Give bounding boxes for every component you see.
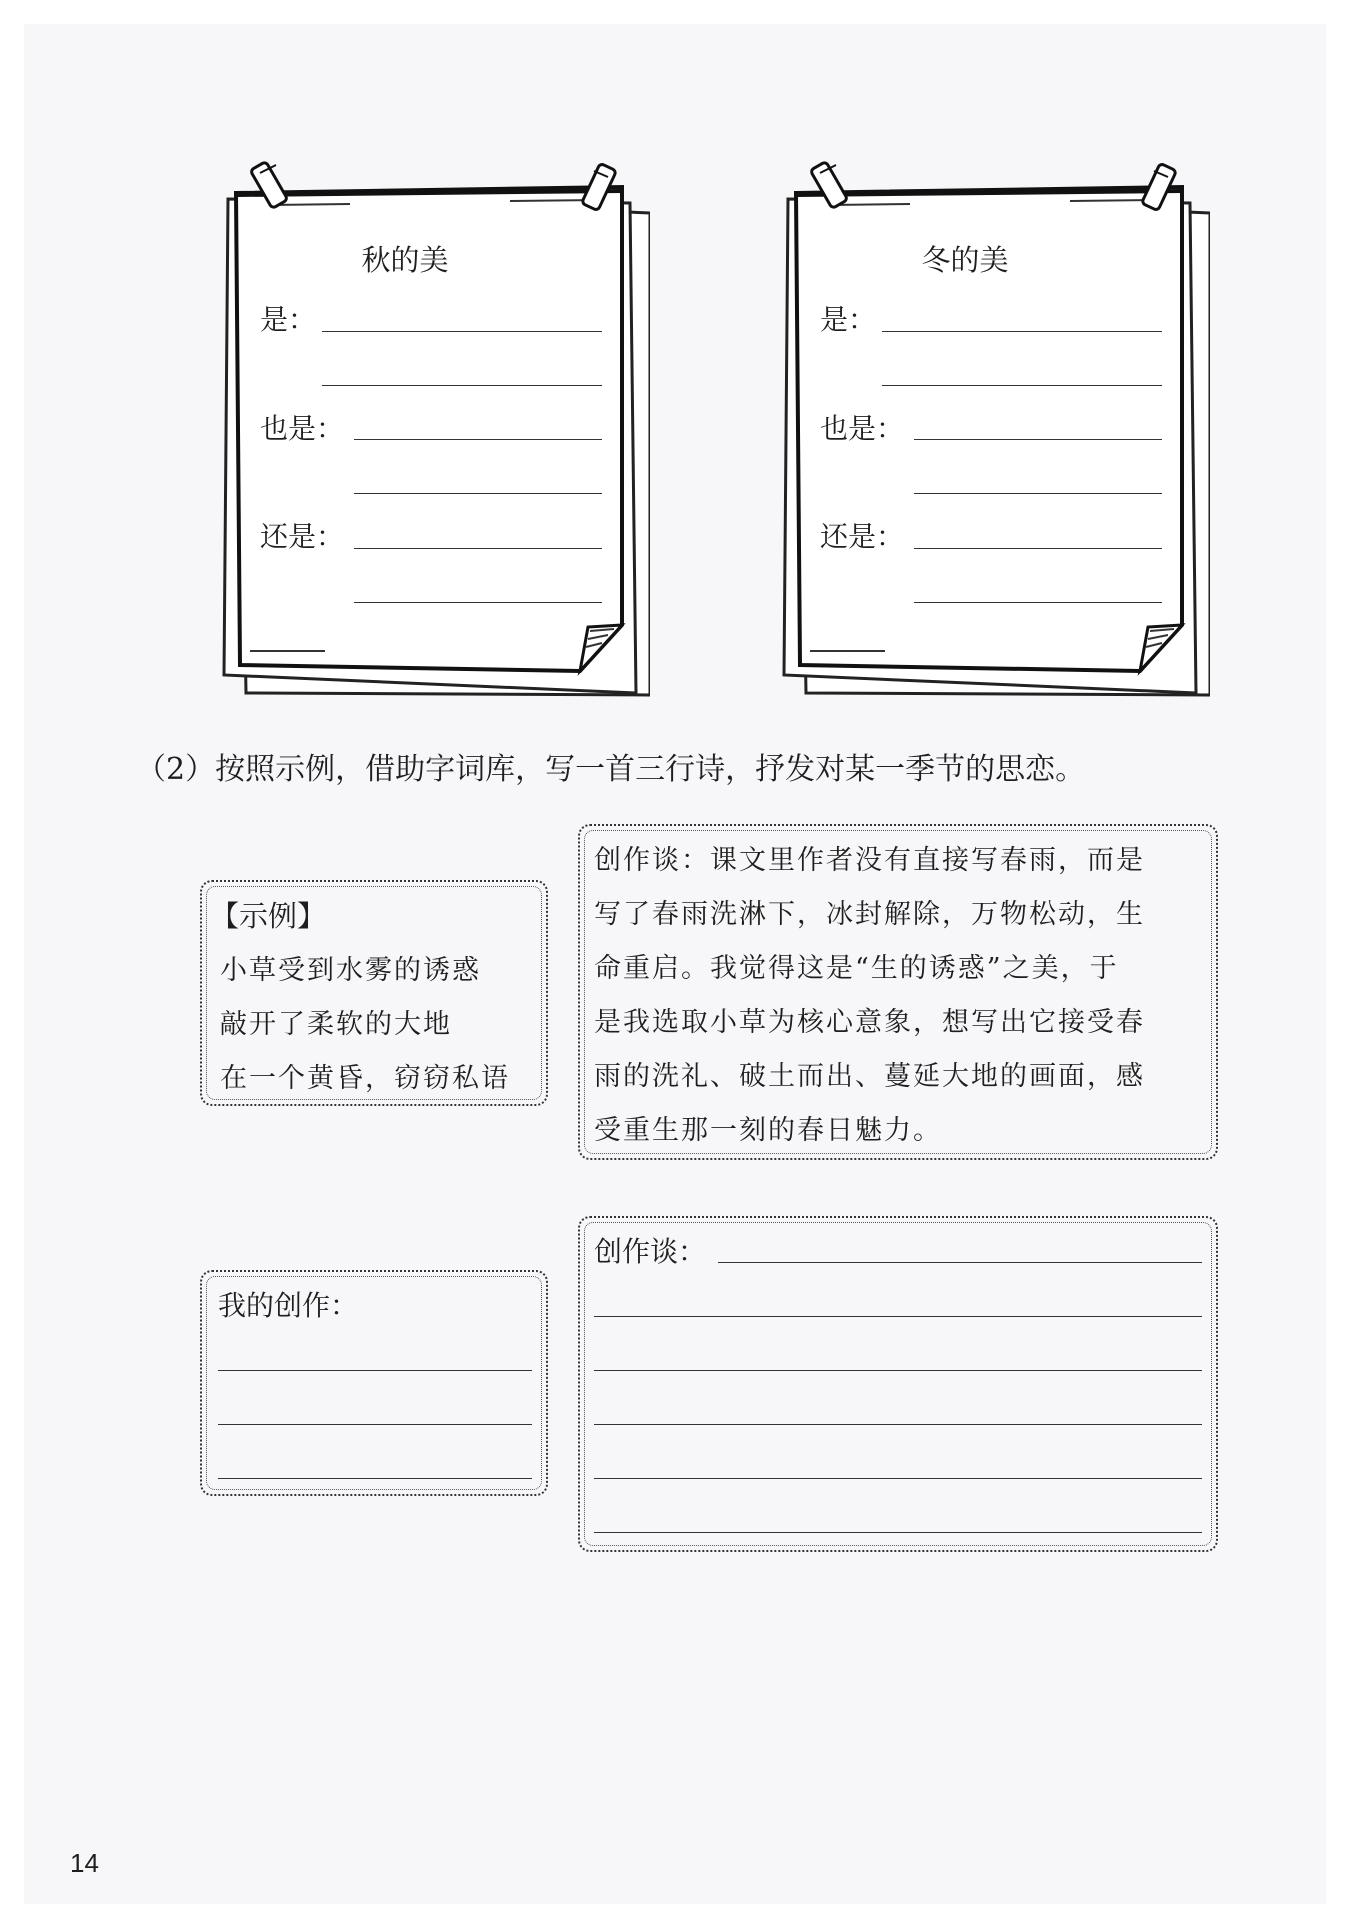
answer-line[interactable]: [914, 602, 1162, 603]
writing-line[interactable]: [594, 1370, 1202, 1371]
note-title: 秋的美: [361, 243, 449, 277]
commentary-line-6: 受重生那一刻的春日魅力。: [594, 1115, 942, 1146]
answer-line[interactable]: [354, 439, 602, 440]
label-still-is: 还是：: [820, 520, 905, 553]
answer-line[interactable]: [354, 548, 602, 549]
label-still-is: 还是：: [260, 520, 345, 553]
example-line-2: 敲开了柔软的大地: [220, 1009, 452, 1040]
label-also-is: 也是：: [820, 412, 905, 445]
answer-line[interactable]: [914, 493, 1162, 494]
answer-line[interactable]: [914, 439, 1162, 440]
writing-line[interactable]: [218, 1424, 532, 1425]
answer-line[interactable]: [322, 385, 602, 386]
example-line-3: 在一个黄昏，窃窃私语: [220, 1063, 510, 1094]
answer-line[interactable]: [354, 602, 602, 603]
answer-line[interactable]: [914, 548, 1162, 549]
answer-line[interactable]: [354, 493, 602, 494]
answer-line[interactable]: [882, 385, 1162, 386]
my-commentary-label: 创作谈：: [594, 1235, 707, 1268]
label-also-is: 也是：: [260, 412, 345, 445]
commentary-line-4: 是我选取小草为核心意象，想写出它接受春: [594, 1007, 1145, 1038]
my-creation-label: 我的创作：: [218, 1289, 359, 1322]
autumn-note-card: [210, 155, 650, 715]
label-is: 是：: [820, 303, 877, 336]
answer-line[interactable]: [882, 331, 1162, 332]
commentary-line-1: 创作谈：课文里作者没有直接写春雨，而是: [594, 845, 1145, 876]
note-title: 冬的美: [921, 243, 1009, 277]
commentary-line-2: 写了春雨洗淋下，冰封解除，万物松动，生: [594, 899, 1145, 930]
writing-line[interactable]: [718, 1262, 1202, 1263]
exercise-instruction: （2）按照示例，借助字词库，写一首三行诗，抒发对某一季节的思恋。: [136, 752, 1086, 787]
writing-line[interactable]: [594, 1478, 1202, 1479]
writing-line[interactable]: [218, 1370, 532, 1371]
page-number: 14: [70, 1848, 99, 1878]
writing-line[interactable]: [218, 1478, 532, 1479]
commentary-line-3: 命重启。我觉得这是“生的诱惑”之美，于: [594, 953, 1119, 984]
example-heading: 【示例】: [210, 899, 327, 933]
winter-note-card: [770, 155, 1210, 715]
label-is: 是：: [260, 303, 317, 336]
answer-line[interactable]: [322, 331, 602, 332]
commentary-line-5: 雨的洗礼、破土而出、蔓延大地的画面，感: [594, 1061, 1145, 1092]
writing-line[interactable]: [594, 1316, 1202, 1317]
example-line-1: 小草受到水雾的诱惑: [220, 955, 481, 986]
writing-line[interactable]: [594, 1424, 1202, 1425]
writing-line[interactable]: [594, 1532, 1202, 1533]
